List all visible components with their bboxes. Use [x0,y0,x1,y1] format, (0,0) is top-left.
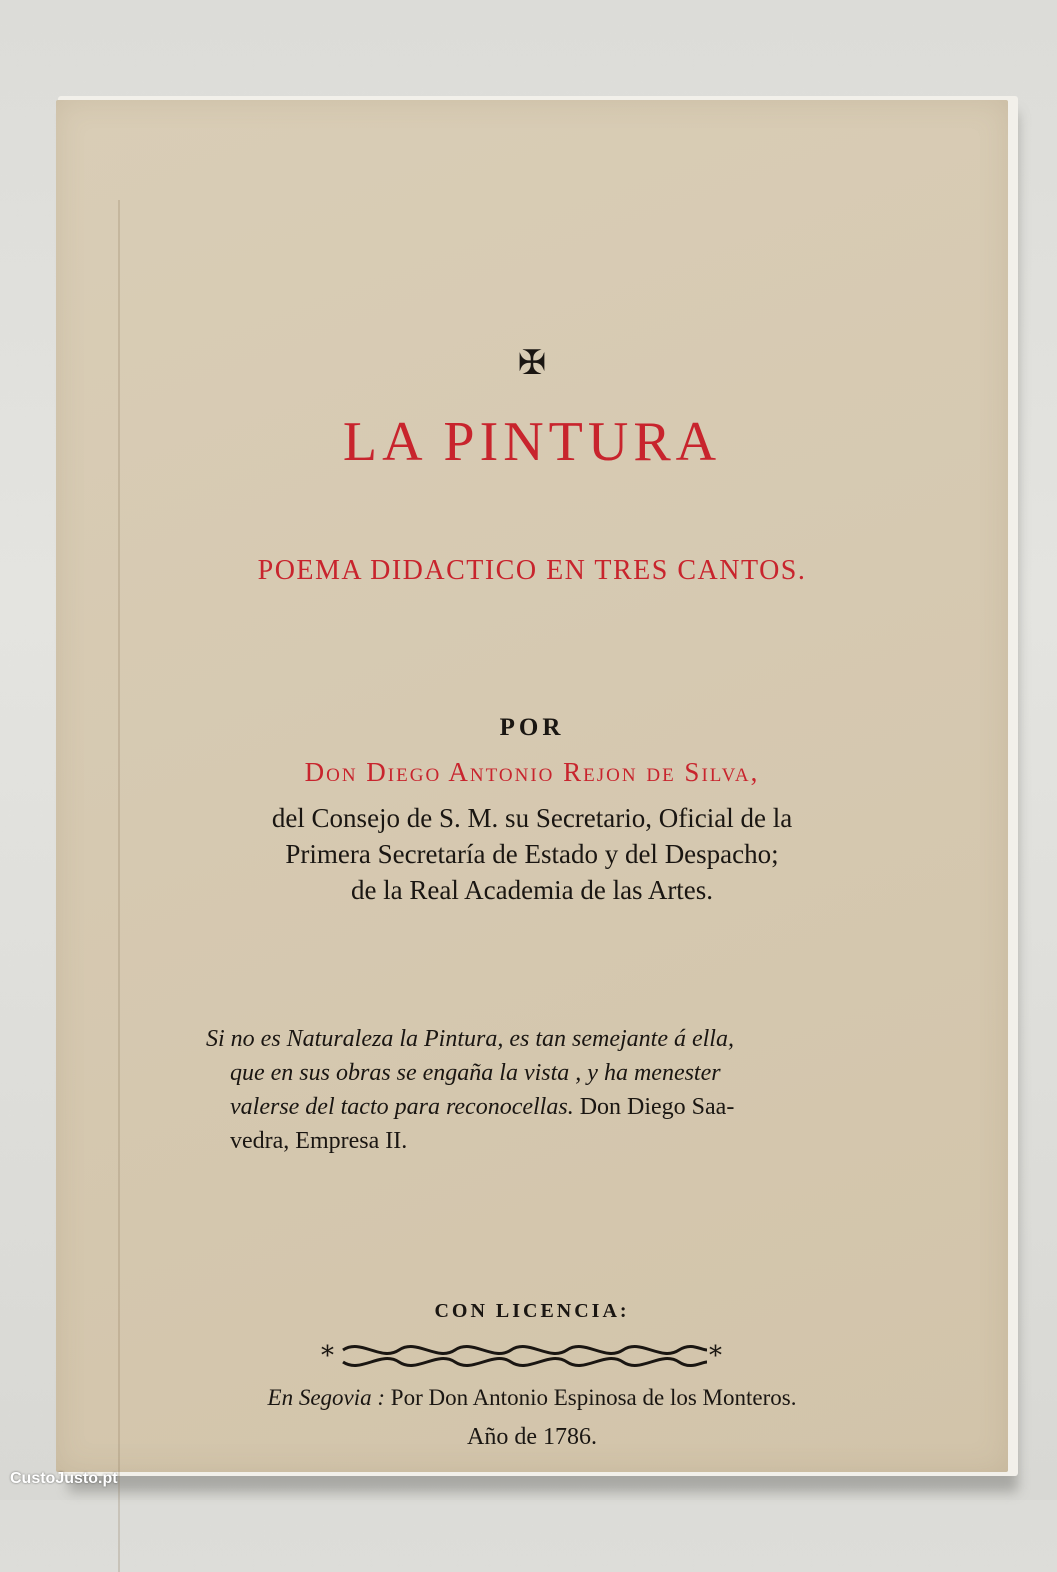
quote-line: valerse del tacto para reconocellas. Don Diego Saa- [230,1094,735,1120]
author-name: Don Diego Antonio Rejon de Silva, [304,757,760,787]
quote-line: vedra, Empresa II. [230,1128,408,1154]
imprint-line: En Segovia : Por Don Antonio Espinosa de los Monteros. [267,1385,797,1410]
license-notice: CON LICENCIA: [434,1300,630,1322]
author-credentials [56,800,1008,908]
credentials-line: del Consejo de S. M. su Secretario, Oficial de la [271,803,793,833]
svg-text:*: * [321,1341,334,1371]
book-title: LA PINTURA [342,411,722,473]
byline-por: POR [499,714,565,741]
book-cover [56,100,1008,1472]
ornamental-border [321,1336,731,1376]
watermark-logo: CustoJusto.pt [10,1470,118,1487]
svg-text:*: * [709,1341,722,1371]
credentials-line: de la Real Academia de las Artes. [350,875,714,905]
publication-year: Año de 1786. [467,1424,597,1450]
epigraph-quote [206,1022,836,1158]
cross-pattee-icon: ✠ [517,345,547,382]
quote-line: que en sus obras se engaña la vista , y ha menester [230,1060,721,1086]
book-subtitle: POEMA DIDACTICO EN TRES CANTOS. [257,555,807,586]
quote-line: Si no es Naturaleza la Pintura, es tan semejante á ella, [206,1026,734,1052]
credentials-line: Primera Secretaría de Estado y del Despacho; [285,839,779,869]
